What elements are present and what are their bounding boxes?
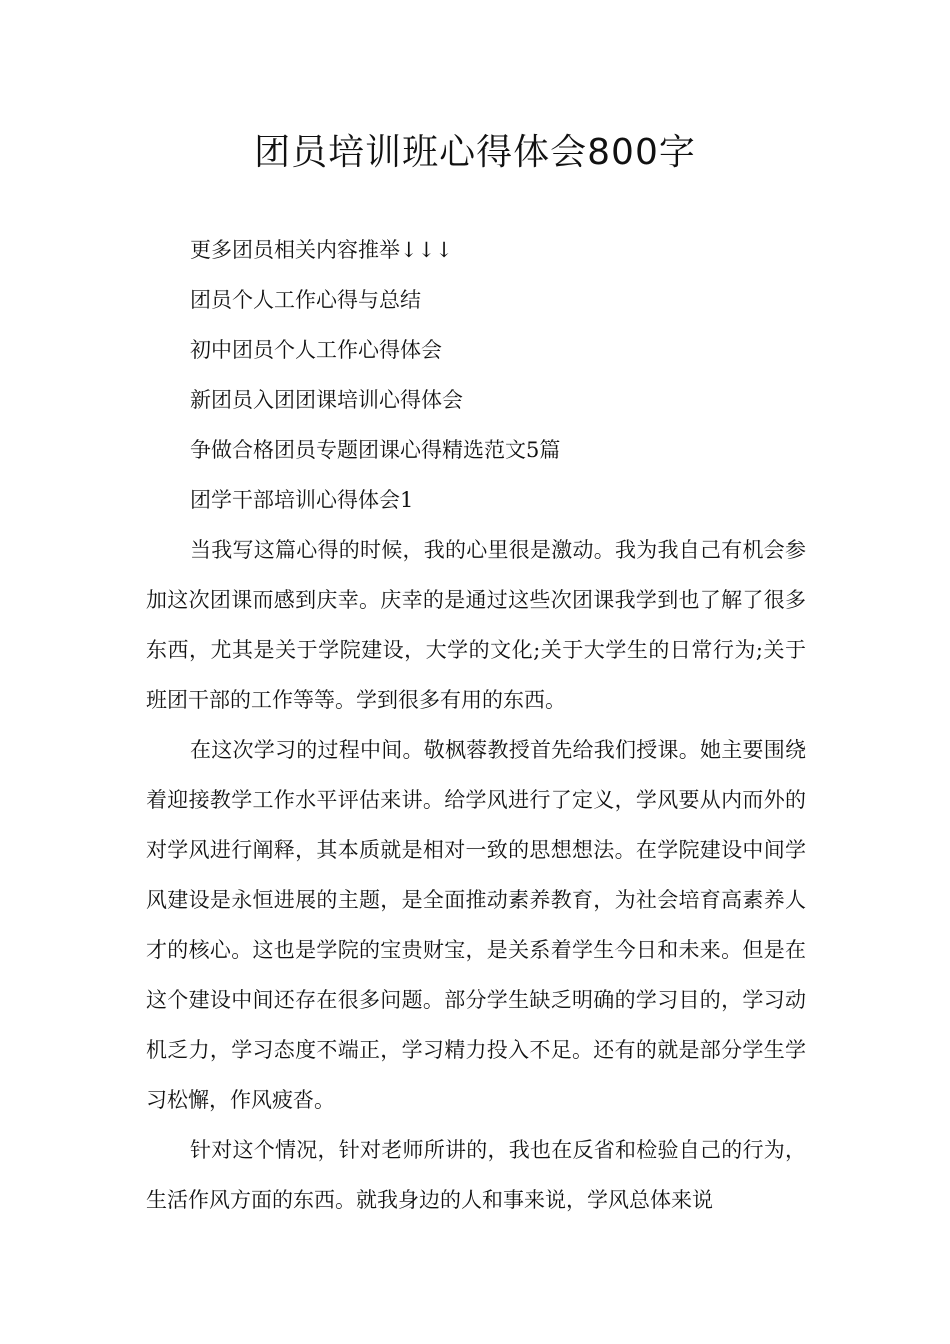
recommendation-item[interactable]: 新团员入团团课培训心得体会 bbox=[190, 388, 463, 412]
recommendation-item[interactable]: 争做合格团员专题团课心得精选范文5篇 bbox=[190, 438, 561, 462]
body-paragraph: 当我写这篇心得的时候，我的心里很是激动。我为我自己有机会参加这次团课而感到庆幸。庆幸的是通过这些次团课我学到也了解了很多东西，尤其是关于学院建设，大学的文化;关于大学生的日常行为;关于班团干部的工作等等。学到很多有用的东西。 bbox=[146, 538, 806, 712]
body-paragraph: 在这次学习的过程中间。敬枫蓉教授首先给我们授课。她主要围绕着迎接教学工作水平评估来讲。给学风进行了定义，学风要从内而外的对学风进行阐释，其本质就是相对一致的思想想法。在学院建设中间学风建设是永恒进展的主题，是全面推动素养教育，为社会培育高素养人才的核心。这也是学院的宝贵财宝，是关系着学生今日和未来。但是在这个建设中间还存在很多问题。部分学生缺乏明确的学习目的，学习动机乏力，学习态度不端正，学习精力投入不足。还有的就是部分学生学习松懈，作风疲沓。 bbox=[146, 738, 806, 1112]
recommendation-item[interactable]: 初中团员个人工作心得体会 bbox=[190, 338, 442, 362]
document-title: 团员培训班心得体会800字 bbox=[254, 132, 696, 173]
recommendation-header: 更多团员相关内容推举↓↓↓ bbox=[190, 238, 453, 262]
document-body bbox=[146, 225, 806, 1225]
recommendation-item: 团学干部培训心得体会1 bbox=[190, 488, 414, 512]
recommendation-list bbox=[146, 225, 806, 525]
recommendation-item[interactable]: 团员个人工作心得与总结 bbox=[190, 288, 421, 312]
body-paragraph: 针对这个情况，针对老师所讲的，我也在反省和检验自己的行为，生活作风方面的东西。就我身边的人和事来说，学风总体来说 bbox=[146, 1138, 806, 1212]
